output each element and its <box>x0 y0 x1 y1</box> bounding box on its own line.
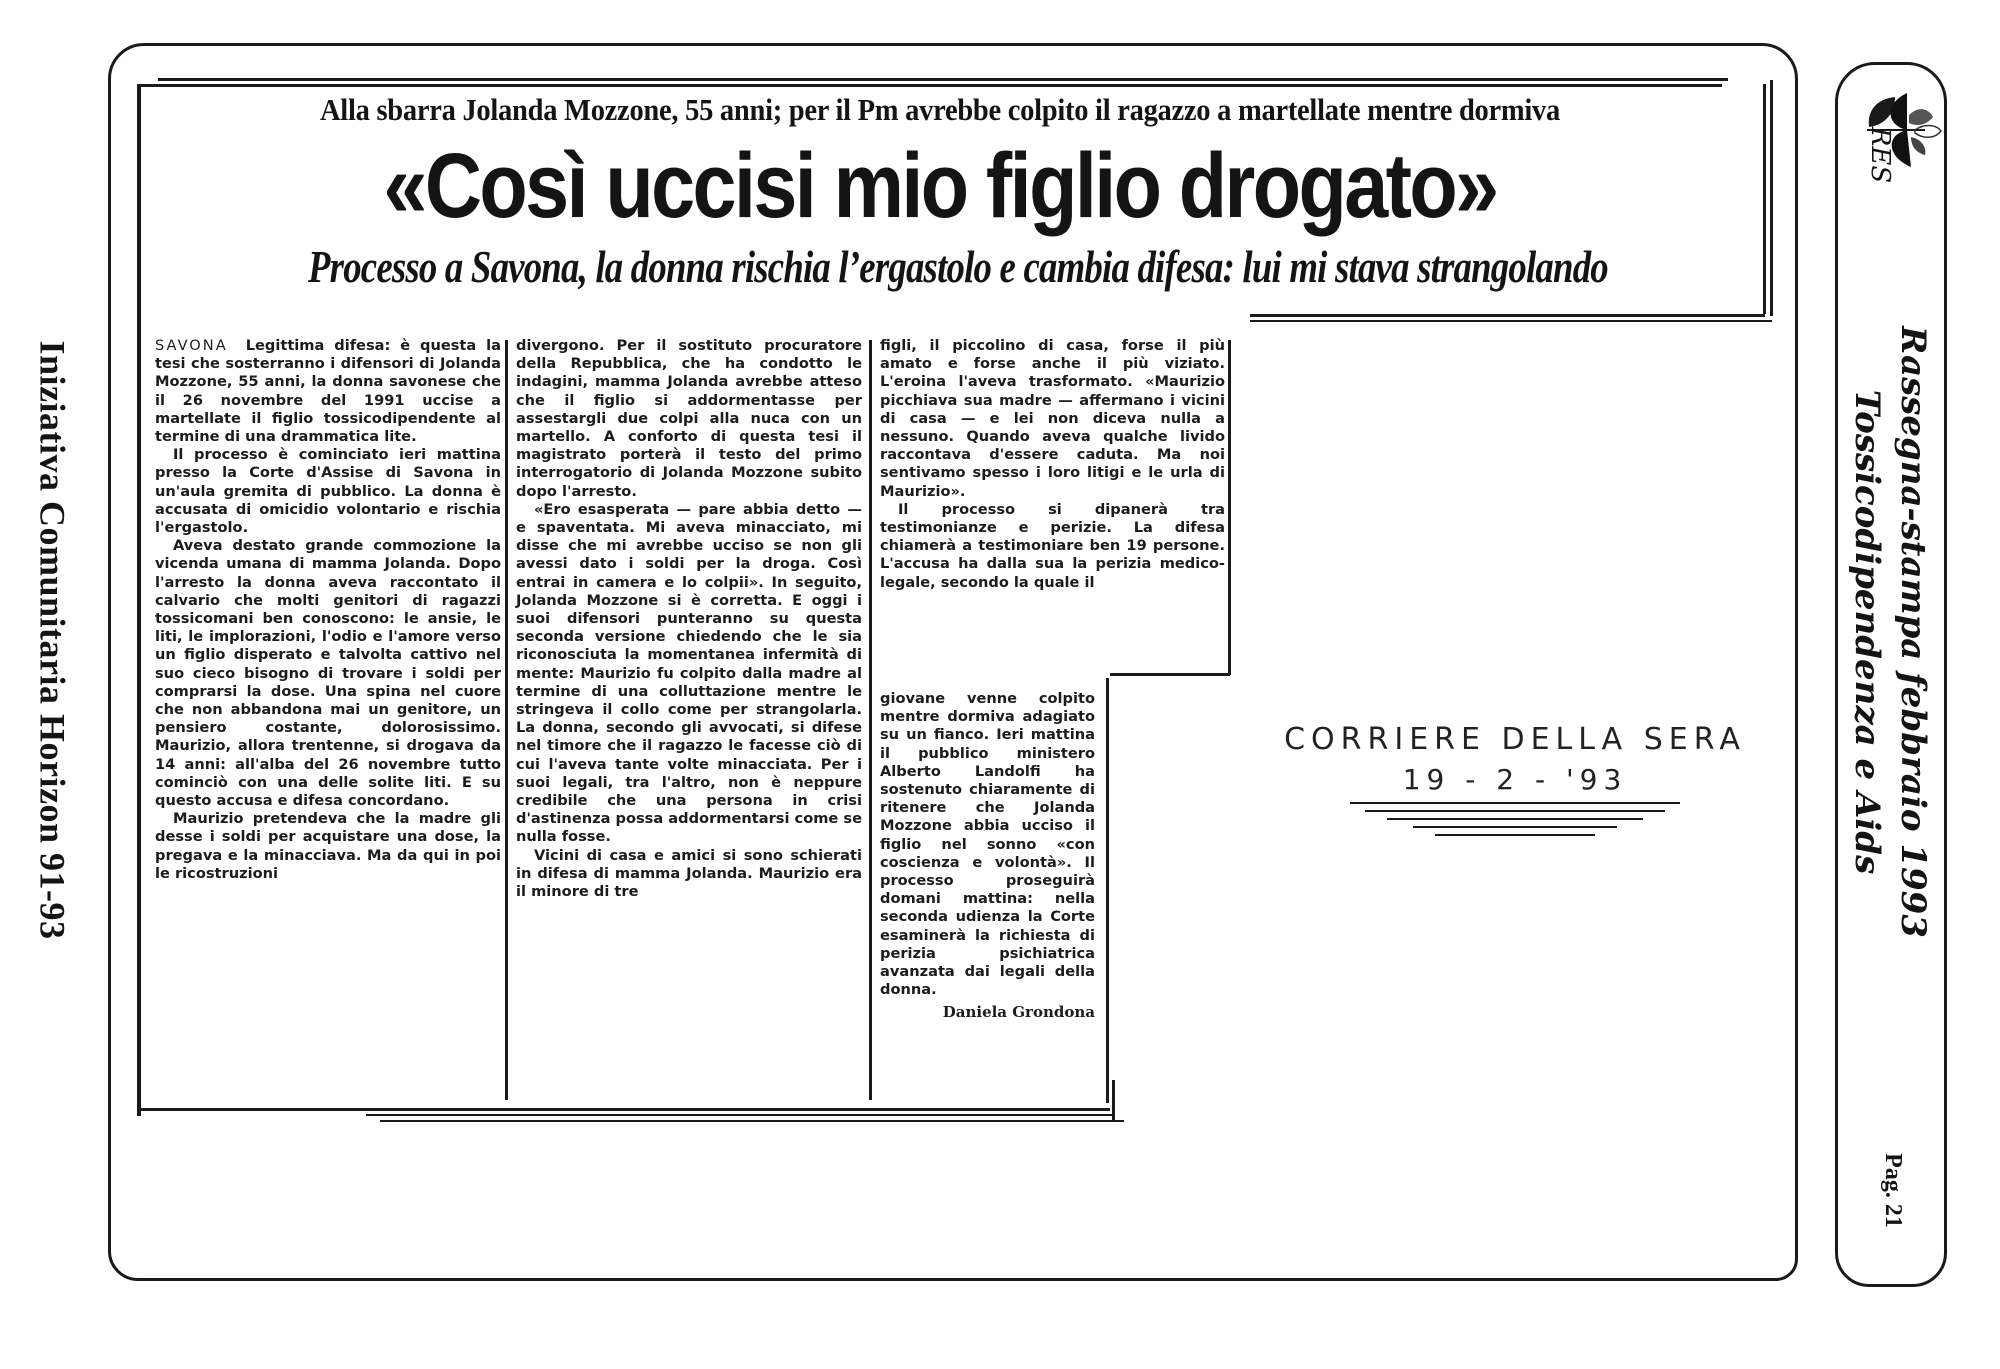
article-right-rule-inner <box>1763 84 1766 314</box>
paragraph: divergono. Per il sostituto procuratore della Repubblica, che ha condotto le indagini, mamma Jolanda avrebbe atteso che il figlio si addormentasse per assestargli due colpi alla nuca con un martello. A conforto di questa tesi il magistrato porterà il testo del primo interrogatorio di Jolanda Mozzone subito dopo l'arresto. <box>516 337 862 500</box>
paragraph: figli, il piccolino di casa, forse il più amato e forse anche il più viziato. L'eroina l'aveva trasformato. «Maurizio picchiava sua madre — affermano i vicini di casa — e lei non diceva nulla a nessuno. Quando aveva qualche livido raccontava d'essere caduta. Ma noi sentivamo spesso i loro litigi e le urla di Maurizio». <box>880 337 1225 500</box>
underline-3 <box>1387 818 1643 820</box>
logo-wordmark: RES <box>1865 126 1895 184</box>
press-review-title <box>1840 272 1940 992</box>
paragraph: «Ero esasperata — pare abbia detto — e spaventata. Mi aveva minacciato, mi disse che mi avrebbe ucciso se non gli avessi dato i soldi per la droga. Così entrai in camera e lo colpii». In seguito, Jolanda Mozzone si è corretta. E oggi i suoi difensori punteranno su questa seconda versione chiedendo che le sia riconosciuta la momentanea infermità di mente: Maurizio fu colpito dalla madre al termine di una colluttazione mentre le stringeva il collo come per strangolarla. La donna, secondo gli avvocati, si difese nel timore che il ragazzo le facesse ciò di cui l'aveva tante volte minacciata. Per i suoi legali, tra l'altro, non è neppure credibile che una persona in crisi d'astinenza possa addormentarsi come se nulla fosse. <box>516 500 862 846</box>
underline-2 <box>1365 810 1665 812</box>
column3-right-rule <box>1228 340 1231 675</box>
program-title: Iniziativa Comunitaria Horizon 91-93 <box>32 340 73 940</box>
article-top-rule <box>158 78 1728 81</box>
article-bottom-rule-3 <box>380 1120 1124 1122</box>
column-divider-2 <box>869 340 872 1100</box>
article-left-rule <box>137 84 141 1116</box>
paragraph: Aveva destato grande commozione la vicenda umana di mamma Jolanda. Dopo l'arresto la donna aveva raccontato il calvario che molti genitori di ragazzi tossicomani ben conoscono: le ansie, le liti, le implorazioni, l'odio e l'amore verso un figlio disperato e talvolta cattivo nel suo cieco bisogno di trovare i soldi per comprarsi la dose. Una spina nel cuore che non abbandona mai un genitore, un pensiero costante, dolorosissimo. Maurizio, allora trentenne, si drogava da 14 anni: all'alba del 26 novembre tutto cominciò con una delle solite liti. E su questo accusa e difesa concordano. <box>155 537 501 810</box>
article-top-rule-inner <box>140 84 1722 87</box>
source-date: 19 - 2 - '93 <box>1402 763 1628 796</box>
kicker: Alla sbarra Jolanda Mozzone, 55 anni; per il Pm avrebbe colpito il ragazzo a martellate mentre dormiva <box>319 92 1560 127</box>
source-newspaper: CORRIERE DELLA SERA <box>1284 722 1746 757</box>
article-right-bottom-rule <box>1112 1080 1115 1122</box>
paragraph: Maurizio pretendeva che la madre gli desse i soldi per acquistare una dose, la pregava e la minacciava. Ma da qui in poi le ricostruzioni <box>155 810 501 882</box>
article-column-3-bottom <box>880 690 1095 1022</box>
topic-line: Tossicodipendenza e Aids <box>1847 389 1888 875</box>
paragraph: giovane venne colpito mentre dormiva adagiato su un fianco. Ieri mattina il pubblico ministero Alberto Landolfi ha sostenuto chiaramente di ritenere che Jolanda Mozzone abbia ucciso il figlio nel sonno «con coscienza e volontà». Il processo proseguirà domani mattina: nella seconda udienza la Corte esaminerà la richiesta di perizia psichiatrica avanzata dai legali della donna. <box>880 690 1095 999</box>
left-spine-label <box>22 265 82 1015</box>
paragraph: Il processo è cominciato ieri mattina presso la Corte d'Assise di Savona in un'aula gremita di pubblico. La donna è accusata di omicidio volontario e rischia l'ergastolo. <box>155 446 501 537</box>
byline: Daniela Grondona <box>942 1003 1095 1022</box>
dateline: SAVONA <box>155 337 228 354</box>
article-title: «Così uccisi mio figlio drogato» <box>383 135 1497 237</box>
article-bottom-rule-2 <box>366 1114 1114 1116</box>
paragraph: Vicini di casa e amici si sono schierati in difesa di mamma Jolanda. Maurizio era il minore di tre <box>516 846 862 901</box>
page-number: Pag. 21 <box>1879 1152 1906 1228</box>
paragraph: SAVONA Legittima difesa: è questa la tesi che sosterranno i difensori di Jolanda Mozzone, 55 anni, la donna savonese che il 26 novembre del 1991 uccise a martellate il figlio tossicodipendente al termine di una drammatica lite. <box>155 337 501 446</box>
article-bottom-rule <box>140 1108 1110 1111</box>
article-subtitle: Processo a Savona, la donna rischia l’ergastolo e cambia difesa: lui mi stava strangolando <box>308 241 1608 292</box>
column-divider-1 <box>505 340 508 1100</box>
headline-bottom-rule-2 <box>1250 320 1772 322</box>
notch-rule <box>1110 673 1230 676</box>
article-column-2 <box>516 337 862 901</box>
underline-1 <box>1350 802 1680 804</box>
underline-4 <box>1413 826 1617 828</box>
column3-narrow-right-rule <box>1106 678 1109 1103</box>
headline-block <box>150 90 1730 293</box>
press-review-line: Rassegna-stampa febbraio 1993 <box>1893 326 1934 938</box>
article-column-1 <box>155 337 501 883</box>
headline-bottom-rule <box>1250 314 1765 317</box>
article-column-3-top <box>880 337 1225 592</box>
article-right-rule-outer <box>1770 80 1773 316</box>
underline-5 <box>1435 834 1595 836</box>
paragraph: Il processo si dipanerà tra testimonianze e perizie. La difesa chiamerà a testimoniare ben 19 persone. L'accusa ha dalla sua la perizia medico-legale, secondo la quale il <box>880 500 1225 591</box>
handwritten-source-note <box>1280 722 1750 836</box>
